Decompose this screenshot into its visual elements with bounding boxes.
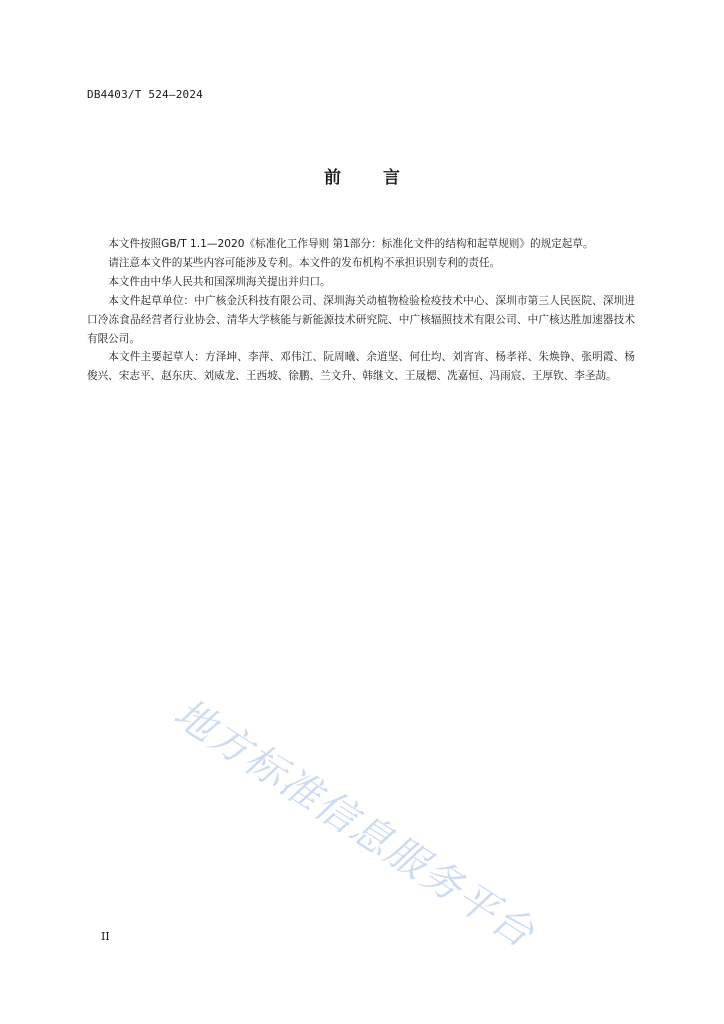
paragraph-proposer: 本文件由中华人民共和国深圳海关提出并归口。 <box>108 275 331 288</box>
paragraph-drafters: 本文件主要起草人：方泽坤、李萍、邓伟江、阮周曦、余道坚、何仕均、刘宵宵、杨孝祥、朱焕铮、张明霞、杨俊兴、宋志平、赵东庆、刘威龙、王西坡、徐鹏、兰文升、韩继文、王晟楒、冼嘉恒、冯雨宸、王厚钦、李圣劼。 <box>87 351 635 383</box>
page-number: II <box>101 930 110 943</box>
page-title: 前 言 <box>324 168 418 188</box>
document-body <box>87 235 635 386</box>
paragraph-patent-notice: 请注意本文件的某些内容可能涉及专利。本文件的发布机构不承担识别专利的责任。 <box>108 256 501 269</box>
paragraph-drafting-basis: 本文件按照GB/T 1.1—2020《标准化工作导则 第1部分：标准化文件的结构和起草规则》的规定起草。 <box>108 238 594 250</box>
watermark: 地方标准信息服务平台 <box>165 690 543 958</box>
paragraph-drafting-units: 本文件起草单位：中广核金沃科技有限公司、深圳海关动植物检验检疫技术中心、深圳市第三人民医院、深圳进口冷冻食品经营者行业协会、清华大学核能与新能源技术研究院、中广核辐照技术有限公司、中广核达胜加速器技术有限公司。 <box>87 294 635 345</box>
document-code: DB4403/T 524—2024 <box>87 88 203 101</box>
